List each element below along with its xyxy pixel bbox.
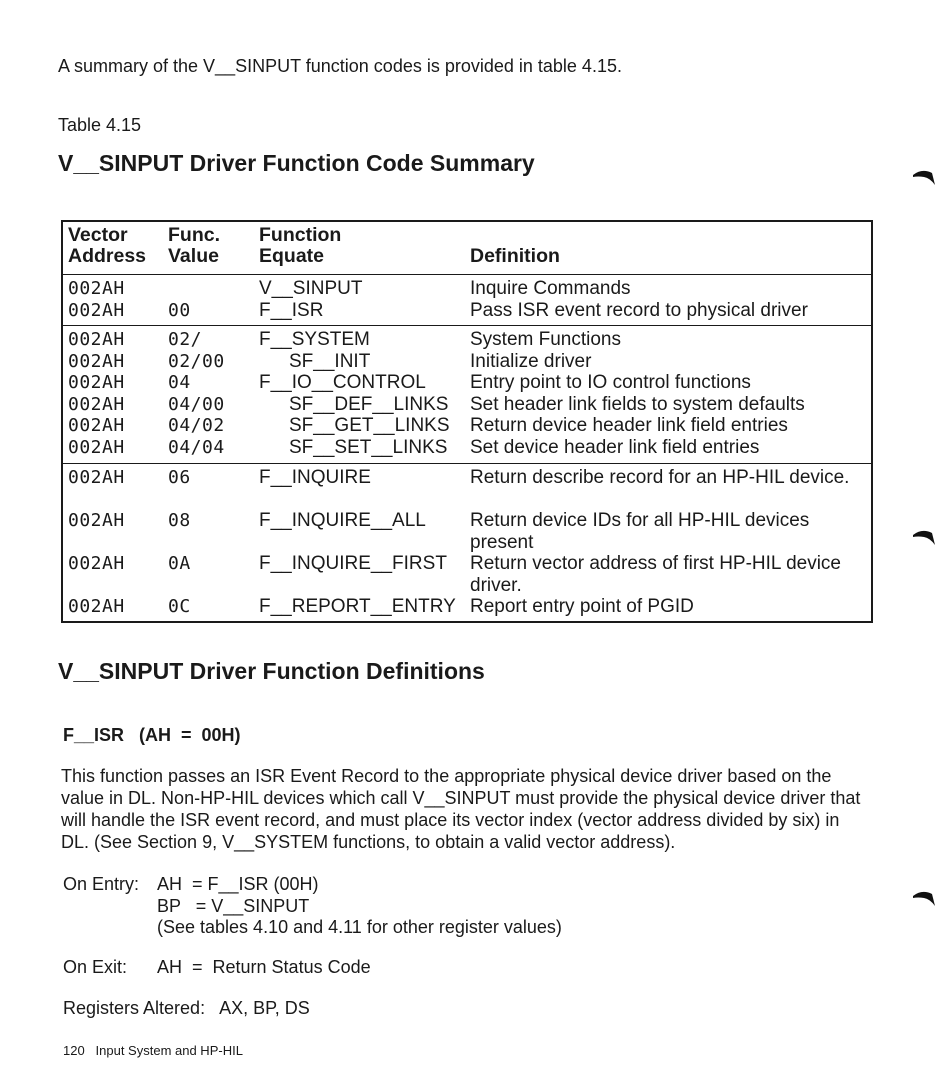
cell-address: 002AH [68,299,125,321]
header-func: Func. [168,224,220,246]
intro-paragraph: A summary of the V__SINPUT function codes is provided in table 4.15. [58,56,622,76]
cell-value: 04/00 [168,393,225,415]
function-code-table [61,220,873,623]
cell-equate: SF__DEF__LINKS [289,393,449,415]
cell-address: 002AH [68,393,125,415]
cell-definition: Initialize driver [470,350,592,372]
cell-definition: Return device IDs for all HP-HIL devices present [470,510,810,553]
cell-equate: V__SINPUT [259,278,363,299]
cell-value: 0A [168,553,191,574]
cell-address: 002AH [68,436,125,458]
edge-tab-mark-icon [912,528,936,546]
cell-definition: Set device header link field entries [470,436,760,458]
edge-tab-mark-icon [912,168,936,186]
cell-definition: System Functions [470,329,621,350]
cell-equate: F__INQUIRE__FIRST [259,553,447,574]
cell-definition: Inquire Commands [470,278,631,299]
section-title: V__SINPUT Driver Function Definitions [58,658,485,684]
cell-equate: F__IO__CONTROL [259,372,426,393]
edge-tab-mark-icon [912,889,936,907]
cell-definition: Set header link fields to system defaults [470,393,805,415]
header-value: Value [168,245,219,267]
cell-address: 002AH [68,350,125,372]
cell-address: 002AH [68,553,125,574]
cell-value: 0C [168,596,191,617]
cell-address: 002AH [68,510,125,531]
cell-address: 002AH [68,415,125,436]
header-vector: Vector [68,224,128,246]
cell-address: 002AH [68,467,125,488]
table-header [63,222,871,275]
header-function: Function [259,224,342,246]
cell-value: 06 [168,467,191,488]
cell-address: 002AH [68,329,125,350]
cell-definition: Report entry point of PGID [470,596,694,617]
header-definition: Definition [470,245,560,267]
cell-value: 08 [168,510,191,531]
cell-value: 02/ [168,329,203,350]
cell-equate: F__INQUIRE [259,467,371,488]
page-footer: 120 Input System and HP-HIL [63,1043,243,1058]
table-title: V__SINPUT Driver Function Code Summary [58,150,535,176]
header-address: Address [68,245,147,267]
cell-equate: F__ISR [259,299,324,321]
table-group-1 [63,275,871,326]
table-group-2 [63,326,871,464]
function-heading: F__ISR (AH = 00H) [63,725,241,745]
cell-definition: Return describe record for an HP-HIL device. [470,467,850,488]
cell-address: 002AH [68,596,125,617]
cell-address: 002AH [68,278,125,299]
cell-value: 02/00 [168,350,225,372]
on-entry-line-1: AH = F__ISR (00H) [157,874,319,894]
cell-definition: Return device header link field entries [470,415,788,436]
on-entry-line-3: (See tables 4.10 and 4.11 for other register values) [157,917,562,937]
cell-equate: SF__INIT [289,350,371,372]
cell-value: 04/04 [168,436,225,458]
on-entry-label: On Entry: [63,874,140,894]
on-entry-line-2: BP = V__SINPUT [157,895,310,916]
on-exit-label: On Exit: [63,957,128,977]
cell-equate: F__REPORT__ENTRY [259,596,456,617]
function-description: This function passes an ISR Event Record to the appropriate physical device driver based on the value in DL. Non-HP-HIL devices which call V__SINPUT must provide the physical device driver that will handle the ISR event record, and must place its vector index (vector address divided by six) in DL. (See Section 9, V__SYSTEM functions, to obtain a valid vector address). [61,766,861,852]
on-exit-value: AH = Return Status Code [157,957,371,977]
table-number: Table 4.15 [58,115,142,135]
cell-equate: SF__SET__LINKS [289,436,448,458]
cell-definition: Return vector address of first HP-HIL device driver. [470,553,841,596]
cell-value: 04 [168,372,191,393]
cell-equate: SF__GET__LINKS [289,415,450,436]
registers-altered: Registers Altered: AX, BP, DS [63,998,310,1018]
cell-equate: F__SYSTEM [259,329,370,350]
cell-definition: Pass ISR event record to physical driver [470,299,808,321]
cell-definition: Entry point to IO control functions [470,372,751,393]
table-group-3 [63,464,871,621]
header-equate: Equate [259,245,325,267]
cell-equate: F__INQUIRE__ALL [259,510,426,531]
cell-address: 002AH [68,372,125,393]
cell-value: 00 [168,299,191,321]
cell-value: 04/02 [168,415,225,436]
